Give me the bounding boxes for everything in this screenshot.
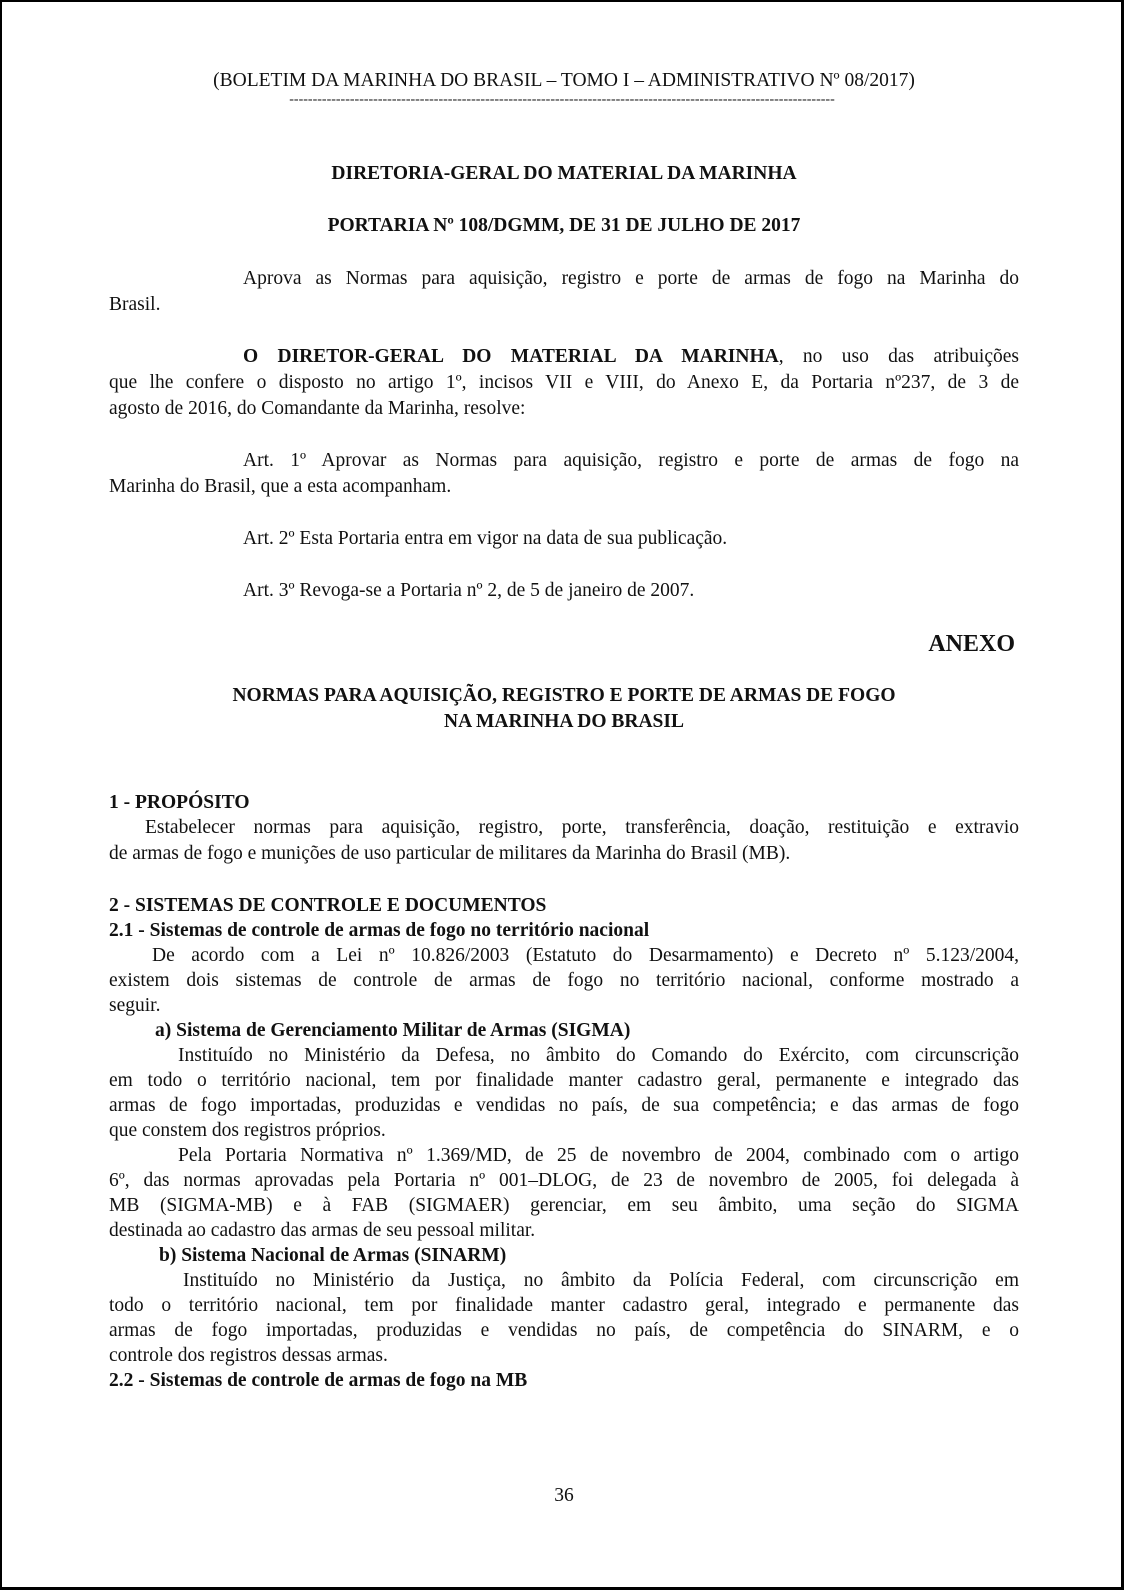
preamble-line-1-rest: , no uso das atribuições <box>778 346 1019 367</box>
sinarm-p1-line-4: controle dos registros dessas armas. <box>109 1345 388 1366</box>
article-2: Art. 2º Esta Portaria entra em vigor na data de sua publicação. <box>243 528 728 549</box>
preamble-line-2: que lhe confere o disposto no artigo 1º, incisos VII e VIII, do Anexo E, da Portaria nº237, de 3 de <box>109 372 1019 393</box>
sigma-p1-line-3: armas de fogo importadas, produzidas e vendidas no país, de sua competência; e das armas de fogo <box>109 1095 1019 1116</box>
page-number: 36 <box>554 1485 574 1506</box>
preamble-line-1 <box>243 344 1019 370</box>
sigma-title: a) Sistema de Gerenciamento Militar de Armas (SIGMA) <box>155 1020 631 1041</box>
annex-title-line-2: NA MARINHA DO BRASIL <box>444 711 684 732</box>
section-2-title: 2 - SISTEMAS DE CONTROLE E DOCUMENTOS <box>109 895 547 916</box>
section-2-1-title: 2.1 - Sistemas de controle de armas de fogo no território nacional <box>109 920 650 941</box>
preamble-line-3: agosto de 2016, do Comandante da Marinha, resolve: <box>109 398 526 419</box>
article-1-line-2: Marinha do Brasil, que a esta acompanham. <box>109 476 452 497</box>
sigma-p2-line-1: Pela Portaria Normativa nº 1.369/MD, de 25 de novembro de 2004, combinado com o artigo <box>178 1145 1019 1166</box>
sinarm-title: b) Sistema Nacional de Armas (SINARM) <box>159 1245 507 1266</box>
annex-label: ANEXO <box>928 631 1015 657</box>
sigma-p1-line-4: que constem dos registros próprios. <box>109 1120 386 1141</box>
sigma-p2-line-4: destinada ao cadastro das armas de seu pessoal militar. <box>109 1220 536 1241</box>
article-1-line-1: Art. 1º Aprovar as Normas para aquisição, registro e porte de armas de fogo na <box>243 450 1019 471</box>
section-1-line-1: Estabelecer normas para aquisição, registro, porte, transferência, doação, restituição e extravio <box>145 817 1019 838</box>
section-1-title: 1 - PROPÓSITO <box>109 792 250 813</box>
section-2-1-p1-line-2: existem dois sistemas de controle de armas de fogo no território nacional, conforme mostrado a <box>109 970 1019 991</box>
bulletin-header: (BOLETIM DA MARINHA DO BRASIL – TOMO I – ADMINISTRATIVO Nº 08/2017) <box>213 70 915 91</box>
annex-title-line-1: NORMAS PARA AQUISIÇÃO, REGISTRO E PORTE DE ARMAS DE FOGO <box>232 685 896 706</box>
portaria-heading: PORTARIA Nº 108/DGMM, DE 31 DE JULHO DE 2017 <box>327 215 801 236</box>
sigma-p1-line-1: Instituído no Ministério da Defesa, no âmbito do Comando do Exército, com circunscrição <box>178 1045 1019 1066</box>
section-1-line-2: de armas de fogo e munições de uso particular de militares da Marinha do Brasil (MB). <box>109 843 791 864</box>
section-2-1-p1-line-3: seguir. <box>109 995 161 1016</box>
sigma-p2-line-2: 6º, das normas aprovadas pela Portaria nº 001–DLOG, de 23 de novembro de 2005, foi delegada à <box>109 1170 1019 1191</box>
sinarm-p1-line-3: armas de fogo importadas, produzidas e vendidas no país, de competência do SINARM, e o <box>109 1320 1019 1341</box>
org-heading: DIRETORIA-GERAL DO MATERIAL DA MARINHA <box>331 163 797 184</box>
ementa-line-1: Aprova as Normas para aquisição, registro e porte de armas de fogo na Marinha do <box>243 268 1019 289</box>
sigma-p2-line-3: MB (SIGMA-MB) e à FAB (SIGMAER) gerenciar, em seu âmbito, uma seção do SIGMA <box>109 1195 1019 1216</box>
article-3: Art. 3º Revoga-se a Portaria nº 2, de 5 de janeiro de 2007. <box>243 580 695 601</box>
section-2-1-p1-line-1: De acordo com a Lei nº 10.826/2003 (Estatuto do Desarmamento) e Decreto nº 5.123/2004, <box>152 945 1019 966</box>
sigma-p1-line-2: em todo o território nacional, tem por finalidade manter cadastro geral, permanente e integrado das <box>109 1070 1019 1091</box>
section-2-2-title: 2.2 - Sistemas de controle de armas de fogo na MB <box>109 1370 528 1391</box>
sinarm-p1-line-1: Instituído no Ministério da Justiça, no âmbito da Polícia Federal, com circunscrição em <box>183 1270 1019 1291</box>
sinarm-p1-line-2: todo o território nacional, tem por finalidade manter cadastro geral, integrado e permanente das <box>109 1295 1019 1316</box>
preamble-bold-lead: O DIRETOR-GERAL DO MATERIAL DA MARINHA <box>243 346 779 367</box>
ementa-line-2: Brasil. <box>109 294 161 315</box>
header-rule: --------------------------------------------------------------------------------------------------------------------- <box>289 92 835 107</box>
